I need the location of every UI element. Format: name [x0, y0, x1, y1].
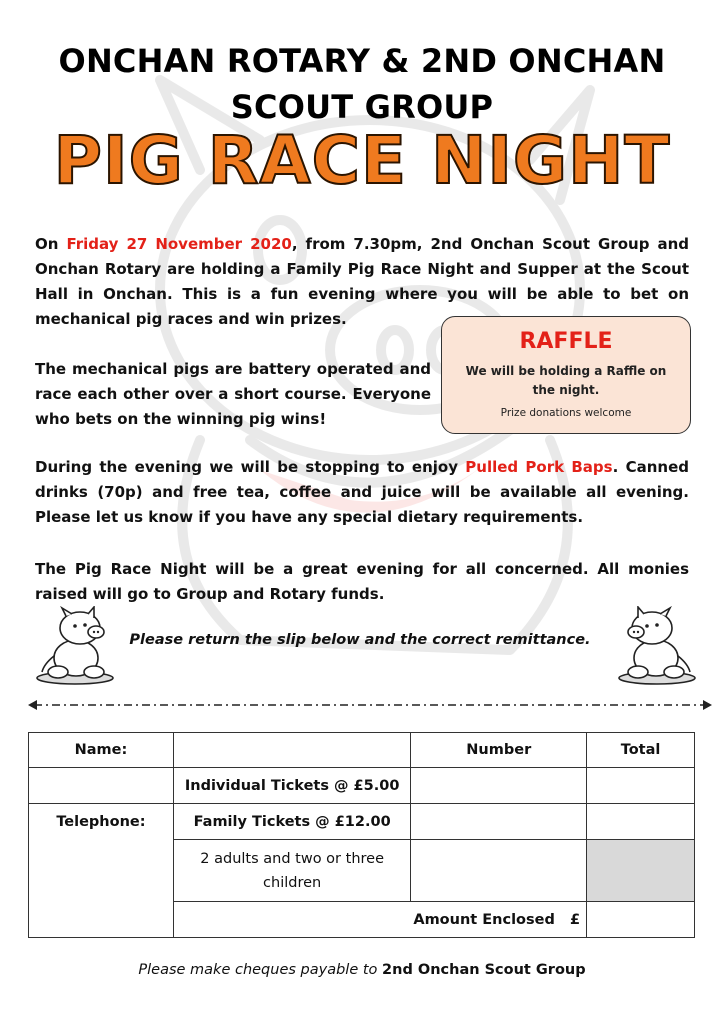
table-row — [29, 768, 695, 804]
total-header: Total — [587, 733, 695, 768]
individual-total-field[interactable] — [587, 768, 695, 804]
cheque-prefix: Please make cheques payable to — [138, 962, 383, 978]
name-field[interactable] — [173, 733, 411, 768]
number-header: Number — [411, 733, 587, 768]
pigs-paragraph: The mechanical pigs are battery operated and race each other over a short course. Everyone who bets on the winning pig wins! — [35, 360, 431, 428]
raffle-note: Prize donations welcome — [500, 407, 632, 419]
cheque-payee: 2nd Onchan Scout Group — [382, 962, 586, 978]
name-label: Name: — [29, 733, 174, 768]
raffle-title: RAFFLE — [519, 329, 613, 354]
telephone-field[interactable] — [29, 840, 174, 902]
family-total-field[interactable] — [587, 804, 695, 840]
currency-symbol: £ — [570, 911, 581, 928]
supper-text: . Canned drinks (70p) and free tea, coffee and juice will be available all evening. Please let us know if you have any special dietary requirements. — [35, 458, 689, 526]
individual-tickets-label: Individual Tickets @ £5.00 — [173, 768, 411, 804]
telephone-label: Telephone: — [29, 804, 174, 840]
intro-prefix: On — [35, 235, 67, 253]
supper-paragraph — [35, 455, 689, 530]
event-headline: PIG RACE NIGHT — [53, 122, 671, 199]
telephone-field-continued[interactable] — [29, 902, 174, 938]
amount-enclosed-label: Amount Enclosed £ — [173, 902, 586, 938]
family-description: 2 adults and two or three children — [173, 840, 411, 902]
sitting-pig-icon — [30, 606, 120, 686]
table-row — [29, 840, 695, 902]
intro-text: , from 7.30pm, 2nd Onchan Scout Group and Onchan Rotary are holding a Family Pig Race Night and Supper at the Scout Hall in Onchan. This is a fun evening where you will be able to bet on mechanical pig races and win prizes. — [35, 235, 689, 328]
sitting-pig-icon — [612, 606, 702, 686]
amount-enclosed-field[interactable] — [587, 902, 695, 938]
name-field-continued[interactable] — [29, 768, 174, 804]
scissor-cut-line-icon — [28, 695, 712, 715]
funds-paragraph: The Pig Race Night will be a great evening for all concerned. All monies raised will go to Group and Rotary funds. — [35, 560, 689, 603]
raffle-box — [441, 316, 691, 434]
family-number-field[interactable] — [411, 804, 587, 840]
table-row — [29, 902, 695, 938]
organiser-title-line1: ONCHAN ROTARY & 2ND ONCHAN — [58, 42, 666, 80]
food-highlight: Pulled Pork Baps — [465, 458, 613, 476]
return-instruction: Please return the slip below and the correct remittance. — [129, 632, 591, 648]
booking-slip-table — [28, 732, 695, 938]
organiser-title-line2: SCOUT GROUP — [230, 88, 494, 126]
cheque-instruction — [0, 962, 724, 978]
supper-prefix: During the evening we will be stopping to enjoy — [35, 458, 466, 476]
event-date: Friday 27 November 2020 — [66, 235, 292, 253]
family-tickets-label: Family Tickets @ £12.00 — [173, 804, 411, 840]
individual-number-field[interactable] — [411, 768, 587, 804]
shaded-cell — [587, 840, 695, 902]
organiser-title — [0, 38, 724, 130]
family-description-number-cell — [411, 840, 587, 902]
raffle-text: We will be holding a Raffle on the night. — [465, 364, 667, 397]
table-row — [29, 804, 695, 840]
table-row — [29, 733, 695, 768]
